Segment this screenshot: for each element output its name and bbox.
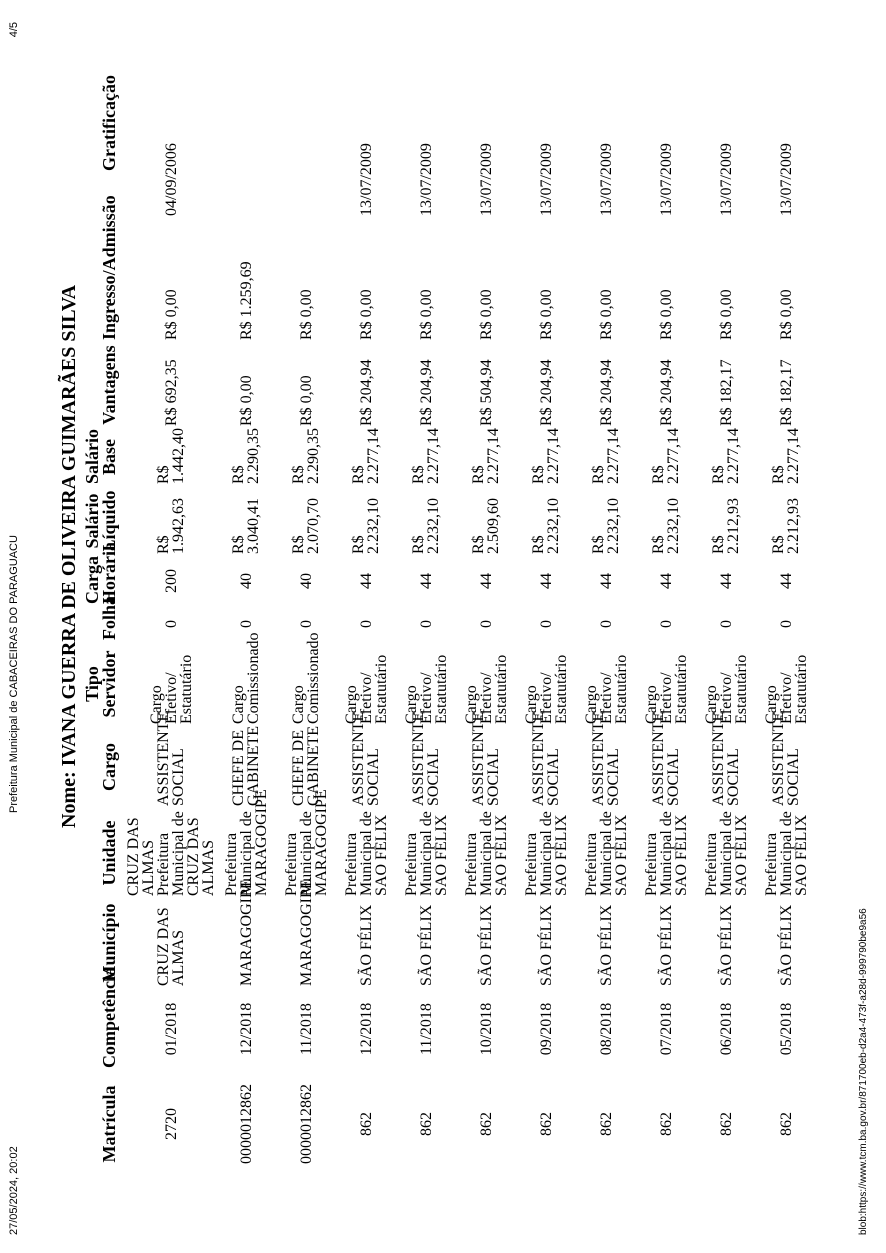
cell-folha: 0 xyxy=(657,620,675,628)
cell-ingresso: R$ 0,00 xyxy=(477,289,495,340)
cell-gratificacao xyxy=(216,28,276,218)
cell-tipo: Cargo Efetivo/ Estatutário xyxy=(762,654,810,724)
cell-tipo: Cargo Efetivo/ Estatutário xyxy=(522,654,570,724)
cell-cargo: CHEFE DE GABINETE xyxy=(230,726,262,806)
column-header: Salário Líquido xyxy=(82,490,119,552)
cell-gratificacao: 13/07/2009 xyxy=(717,143,735,216)
cell-vantagens: R$ 692,35 xyxy=(162,359,180,426)
cell-tipo: Cargo Comissionado xyxy=(290,632,322,724)
cell-unidade: Prefeitura Municipal de MARAGOGIPE xyxy=(282,789,330,896)
cell-ingresso: R$ 0,00 xyxy=(777,289,795,340)
cell-folha: 0 xyxy=(162,620,180,628)
cell-base: R$ 2.290,35 xyxy=(290,428,322,484)
cell-liquido: R$ 2.212,93 xyxy=(710,498,742,554)
cell-folha: 0 xyxy=(477,620,495,628)
cell-cargo: ASSISTENTE SOCIAL xyxy=(590,711,622,806)
cell-competencia: 11/2018 xyxy=(297,1003,315,1055)
cell-liquido: R$ 2.509,60 xyxy=(470,498,502,554)
cell-cargo: ASSISTENTE SOCIAL xyxy=(710,711,742,806)
cell-matricula: 862 xyxy=(597,1112,615,1136)
cell-base: R$ 2.290,35 xyxy=(230,428,262,484)
cell-carga: 44 xyxy=(777,573,795,589)
cell-liquido: R$ 2.212,93 xyxy=(770,498,802,554)
cell-vantagens: R$ 182,17 xyxy=(717,359,735,426)
cell-liquido: R$ 2.232,10 xyxy=(530,498,562,554)
cell-folha: 0 xyxy=(297,620,315,628)
cell-gratificacao: 13/07/2009 xyxy=(657,143,675,216)
column-header: Vantagens xyxy=(99,345,119,425)
cell-municipio: SÃO FÉLIX xyxy=(657,904,675,986)
cell-cargo: ASSISTENTE SOCIAL xyxy=(350,711,382,806)
cell-competencia: 06/2018 xyxy=(717,1002,735,1056)
cell-unidade: CRUZ DAS ALMAS Prefeitura Municipal de CRUZ DAS ALMAS xyxy=(125,811,217,896)
cell-base: R$ 2.277,14 xyxy=(590,428,622,484)
cell-competencia: 07/2018 xyxy=(657,1002,675,1056)
cell-ingresso: R$ 0,00 xyxy=(537,289,555,340)
column-header: Cargo xyxy=(99,743,119,791)
cell-liquido: R$ 2.232,10 xyxy=(590,498,622,554)
cell-competencia: 12/2018 xyxy=(357,1002,375,1056)
cell-municipio: CRUZ DAS ALMAS xyxy=(155,907,187,986)
cell-competencia: 05/2018 xyxy=(777,1002,795,1056)
cell-gratificacao: 13/07/2009 xyxy=(477,143,495,216)
cell-gratificacao: 13/07/2009 xyxy=(537,143,555,216)
cell-municipio: SÃO FÉLIX xyxy=(537,904,555,986)
cell-municipio: SÃO FÉLIX xyxy=(417,904,435,986)
cell-base: R$ 2.277,14 xyxy=(770,428,802,484)
cell-gratificacao: 13/07/2009 xyxy=(357,143,375,216)
footer-url: blob:https://www.tcm.ba.gov.br/871700eb-d2a4-473f-a28d-999790be9a56 xyxy=(858,908,869,1235)
cell-vantagens: R$ 204,94 xyxy=(597,359,615,426)
cell-municipio: SÃO FÉLIX xyxy=(597,904,615,986)
cell-competencia: 10/2018 xyxy=(477,1002,495,1056)
cell-matricula: 862 xyxy=(657,1112,675,1136)
cell-folha: 0 xyxy=(777,620,795,628)
cell-matricula: 862 xyxy=(417,1112,435,1136)
cell-tipo: Cargo Efetivo/ Estatutário xyxy=(462,654,510,724)
payroll-table xyxy=(84,28,816,1178)
cell-competencia: 01/2018 xyxy=(162,1002,180,1056)
cell-folha: 0 xyxy=(597,620,615,628)
cell-liquido: R$ 2.232,10 xyxy=(410,498,442,554)
table-row xyxy=(336,28,396,1178)
cell-liquido: R$ 2.070,70 xyxy=(290,498,322,554)
table-row xyxy=(696,28,756,1178)
cell-base: R$ 1.442,40 xyxy=(155,428,187,484)
cell-folha: 0 xyxy=(357,620,375,628)
column-header: Competência xyxy=(99,967,119,1068)
cell-unidade: Prefeitura Municipal de MARAGOGIPE xyxy=(222,789,270,896)
cell-tipo: Cargo Efetivo/ Estatutário xyxy=(642,654,690,724)
table-row xyxy=(126,28,216,1178)
cell-municipio: SÃO FÉLIX xyxy=(477,904,495,986)
cell-gratificacao xyxy=(276,28,336,218)
cell-competencia: 09/2018 xyxy=(537,1002,555,1056)
column-header: Unidade xyxy=(99,820,119,886)
cell-unidade: Prefeitura Municipal de SAO FELIX xyxy=(762,811,810,896)
cell-folha: 0 xyxy=(537,620,555,628)
table-row xyxy=(576,28,636,1178)
cell-matricula: 862 xyxy=(537,1112,555,1136)
cell-unidade: Prefeitura Municipal de SAO FELIX xyxy=(642,811,690,896)
print-datetime: 27/05/2024, 20:02 xyxy=(8,1146,20,1235)
table-row xyxy=(516,28,576,1178)
cell-liquido: R$ 3.040,41 xyxy=(230,498,262,554)
cell-tipo: Cargo Efetivo/ Estatutário xyxy=(342,654,390,724)
cell-cargo: ASSISTENTE SOCIAL xyxy=(155,711,187,806)
page-header-title: Prefeitura Municipal de CABACEIRAS DO PARAGUACU xyxy=(8,535,20,813)
cell-municipio: SÃO FÉLIX xyxy=(777,904,795,986)
cell-competencia: 08/2018 xyxy=(597,1002,615,1056)
cell-unidade: Prefeitura Municipal de SAO FELIX xyxy=(702,811,750,896)
page-number: 4/5 xyxy=(8,22,20,38)
cell-carga: 44 xyxy=(717,573,735,589)
cell-carga: 44 xyxy=(657,573,675,589)
cell-unidade: Prefeitura Municipal de SAO FELIX xyxy=(462,811,510,896)
column-header: Ingresso/Admissão xyxy=(99,195,119,340)
cell-tipo: Cargo Efetivo/ Estatutário xyxy=(402,654,450,724)
cell-ingresso: R$ 0,00 xyxy=(657,289,675,340)
cell-vantagens: R$ 204,94 xyxy=(537,359,555,426)
cell-folha: 0 xyxy=(717,620,735,628)
cell-folha: 0 xyxy=(237,620,255,628)
cell-gratificacao: 13/07/2009 xyxy=(597,143,615,216)
cell-cargo: ASSISTENTE SOCIAL xyxy=(770,711,802,806)
cell-tipo: Cargo Comissionado xyxy=(230,632,262,724)
column-header: Salário Base xyxy=(82,428,119,484)
cell-carga: 44 xyxy=(357,573,375,589)
table-header-row xyxy=(84,28,126,1178)
cell-unidade: Prefeitura Municipal de SAO FELIX xyxy=(342,811,390,896)
cell-vantagens: R$ 204,94 xyxy=(657,359,675,426)
cell-ingresso: R$ 0,00 xyxy=(357,289,375,340)
cell-cargo: ASSISTENTE SOCIAL xyxy=(530,711,562,806)
cell-folha: 0 xyxy=(417,620,435,628)
cell-tipo: Cargo Efetivo/ Estatutário xyxy=(702,654,750,724)
cell-liquido: R$ 2.232,10 xyxy=(650,498,682,554)
cell-vantagens: R$ 0,00 xyxy=(237,375,255,426)
table-row xyxy=(276,28,336,1178)
cell-ingresso: R$ 0,00 xyxy=(717,289,735,340)
table-row xyxy=(756,28,816,1178)
cell-vantagens: R$ 0,00 xyxy=(297,375,315,426)
cell-ingresso: R$ 1.259,69 xyxy=(237,261,255,340)
cell-unidade: Prefeitura Municipal de SAO FELIX xyxy=(522,811,570,896)
table-row xyxy=(396,28,456,1178)
cell-gratificacao: 13/07/2009 xyxy=(777,143,795,216)
column-header: Gratificação xyxy=(99,75,119,171)
cell-base: R$ 2.277,14 xyxy=(530,428,562,484)
cell-base: R$ 2.277,14 xyxy=(710,428,742,484)
cell-matricula: 862 xyxy=(717,1112,735,1136)
cell-ingresso: R$ 0,00 xyxy=(297,289,315,340)
cell-carga: 200 xyxy=(162,569,180,593)
cell-matricula: 0000012862 xyxy=(237,1084,255,1164)
cell-carga: 44 xyxy=(477,573,495,589)
cell-cargo: ASSISTENTE SOCIAL xyxy=(410,711,442,806)
cell-base: R$ 2.277,14 xyxy=(650,428,682,484)
column-header: Município xyxy=(99,903,119,983)
cell-cargo: ASSISTENTE SOCIAL xyxy=(470,711,502,806)
cell-vantagens: R$ 504,94 xyxy=(477,359,495,426)
cell-municipio: SÃO FÉLIX xyxy=(717,904,735,986)
cell-vantagens: R$ 182,17 xyxy=(777,359,795,426)
cell-matricula: 0000012862 xyxy=(297,1084,315,1164)
person-name: Nome: IVANA GUERRA DE OLIVEIRA GUIMARÃES SILVA xyxy=(58,284,80,828)
cell-liquido: R$ 2.232,10 xyxy=(350,498,382,554)
cell-ingresso: R$ 0,00 xyxy=(597,289,615,340)
cell-competencia: 12/2018 xyxy=(237,1002,255,1056)
cell-matricula: 862 xyxy=(477,1112,495,1136)
cell-tipo: Cargo Efetivo/ Estatutário xyxy=(147,654,195,724)
table-row xyxy=(636,28,696,1178)
cell-matricula: 2720 xyxy=(162,1108,180,1140)
cell-base: R$ 2.277,14 xyxy=(410,428,442,484)
table-row xyxy=(456,28,516,1178)
cell-carga: 44 xyxy=(537,573,555,589)
cell-tipo: Cargo Efetivo/ Estatutário xyxy=(582,654,630,724)
column-header: Folha xyxy=(99,595,119,640)
cell-vantagens: R$ 204,94 xyxy=(417,359,435,426)
cell-unidade: Prefeitura Municipal de SAO FELIX xyxy=(582,811,630,896)
cell-cargo: CHEFE DE GABINETE xyxy=(290,726,322,806)
cell-vantagens: R$ 204,94 xyxy=(357,359,375,426)
column-header: Matrícula xyxy=(99,1085,119,1163)
table-row xyxy=(216,28,276,1178)
cell-base: R$ 2.277,14 xyxy=(350,428,382,484)
cell-carga: 40 xyxy=(297,573,315,589)
cell-liquido: R$ 1.942,63 xyxy=(155,498,187,554)
cell-gratificacao: 13/07/2009 xyxy=(417,143,435,216)
cell-municipio: SÃO FÉLIX xyxy=(357,904,375,986)
cell-gratificacao: 04/09/2006 xyxy=(162,143,180,216)
table-body xyxy=(126,28,816,1178)
cell-ingresso: R$ 0,00 xyxy=(162,289,180,340)
cell-matricula: 862 xyxy=(357,1112,375,1136)
cell-carga: 40 xyxy=(237,573,255,589)
column-header: Tipo Servidor xyxy=(82,650,119,718)
cell-municipio: MARAGOGIPE xyxy=(297,879,315,986)
cell-carga: 44 xyxy=(597,573,615,589)
cell-ingresso: R$ 0,00 xyxy=(417,289,435,340)
cell-carga: 44 xyxy=(417,573,435,589)
cell-base: R$ 2.277,14 xyxy=(470,428,502,484)
cell-competencia: 11/2018 xyxy=(417,1003,435,1055)
cell-matricula: 862 xyxy=(777,1112,795,1136)
cell-unidade: Prefeitura Municipal de SAO FELIX xyxy=(402,811,450,896)
cell-cargo: ASSISTENTE SOCIAL xyxy=(650,711,682,806)
column-header: Carga Horária xyxy=(82,542,119,604)
cell-municipio: MARAGOGIPE xyxy=(237,879,255,986)
